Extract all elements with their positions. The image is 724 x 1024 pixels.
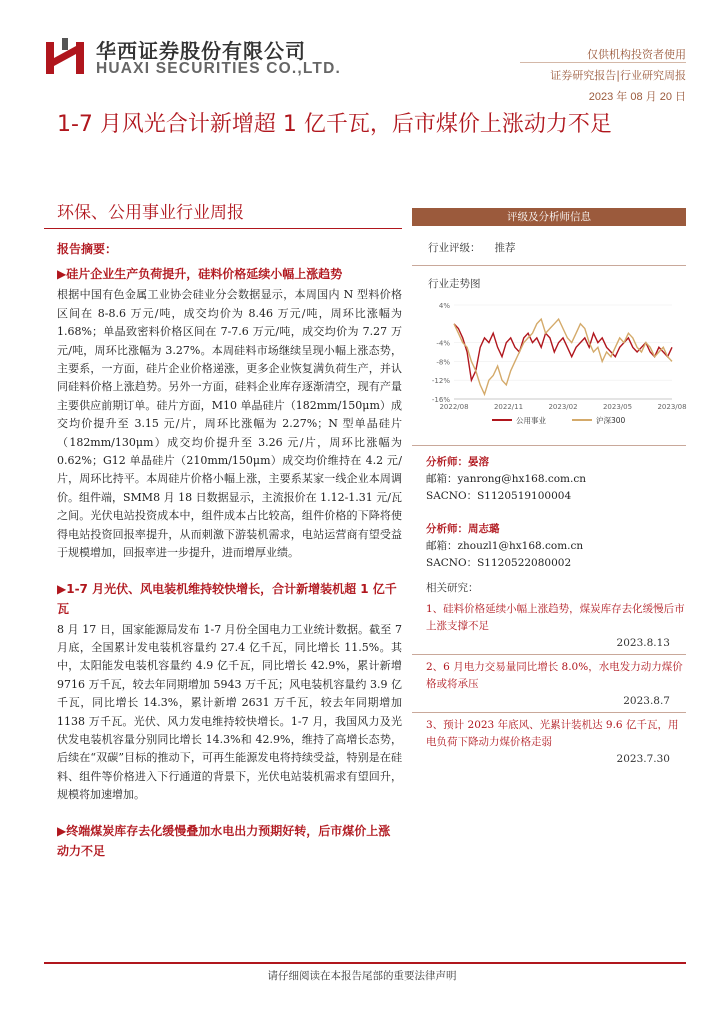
related-item-text[interactable]: 2、6 月电力交易量同比增长 8.0%，水电发力动力煤价格或将承压 (426, 661, 683, 690)
header-divider (520, 62, 686, 63)
related-item-text[interactable]: 1、硅料价格延续小幅上涨趋势，煤炭库存去化缓慢后市上涨支撑不足 (426, 603, 685, 632)
related-title: 相关研究： (426, 582, 479, 594)
x-tick-label: 2023/05 (602, 403, 633, 411)
company-logo-icon (44, 36, 86, 78)
y-tick-label: -12% (431, 377, 450, 386)
trend-label: 行业走势图 (428, 278, 481, 290)
report-subtitle: 环保、公用事业行业周报 (57, 203, 244, 223)
analyst-2 (426, 521, 686, 572)
report-title: 1-7 月风光合计新增超 1 亿千瓦，后市煤价上涨动力不足 (57, 112, 612, 137)
industry-rating (428, 240, 686, 255)
x-tick-label: 2023/08 (657, 403, 687, 411)
analyst-name: 分析师：周志璐 (426, 523, 500, 535)
company-name-cn: 华西证券股份有限公司 (96, 39, 306, 63)
related-divider (412, 654, 686, 655)
section-heading: ▶1-7 月光伏、风电装机维持较快增长，合计新增装机超 1 亿千瓦 (57, 581, 397, 616)
related-item-date: 2023.7.30 (616, 753, 670, 765)
company-name-en: HUAXI SECURITIES CO.,LTD. (96, 60, 342, 77)
use-note: 仅供机构投资者使用 (587, 48, 686, 61)
related-research (426, 580, 686, 768)
rating-value: 推荐 (494, 242, 516, 254)
series-line (454, 324, 672, 380)
series-line (454, 319, 672, 394)
related-item-date: 2023.8.13 (616, 637, 670, 649)
legend-label: 沪深300 (596, 416, 626, 425)
y-tick-label: -8% (436, 358, 450, 367)
report-type: 证券研究报告|行业研究周报 (550, 69, 686, 82)
x-tick-label: 2022/11 (493, 403, 524, 411)
y-tick-label: 4% (438, 302, 450, 310)
related-item-date: 2023.8.7 (623, 695, 670, 707)
related-divider (412, 712, 686, 713)
analyst-email[interactable]: yanrong@hx168.com.cn (457, 473, 586, 485)
panel-divider (412, 445, 686, 446)
industry-trend-chart (422, 297, 687, 437)
related-item[interactable] (426, 659, 686, 710)
legend-label: 公用事业 (516, 416, 546, 425)
summary-label: 报告摘要： (57, 242, 118, 256)
analyst-sacno: SACNO：S1120519100004 (426, 490, 572, 502)
email-label: 邮箱： (426, 540, 458, 552)
y-tick-label: -4% (436, 339, 450, 348)
rating-label: 行业评级： (428, 242, 481, 254)
analyst-name: 分析师：晏溶 (426, 456, 489, 468)
summary-column (57, 240, 402, 863)
section-body: 8 月 17 日，国家能源局发布 1-7 月份全国电力工业统计数据。截至 7 月底，全国累计发电装机容量约 27.4 亿千瓦，同比增长 11.5%。其中，太阳能发电装机容量约 4.9 亿千瓦，同比增长 42.9%，累计新增 9716 万千瓦，较去年同期增加 5943 万千瓦；风电装机容量约 3.9 亿千瓦，同比增长 14.3%，累计新增 2631 万千瓦，较去年同期增加 1138 万千瓦。光伏、风力发电维持较快增长。1-7 月，我国风力及光伏发电装机容量分别同比增长 14.3%和 42.9%，维持了高增长态势，后续在“双碳”目标的推动下，可再生能源发电将持续受益，特别是在硅料、组件等价格进入下行通道的背景下，光伏电站装机需求有望回升，规模将加速增加。 (57, 622, 402, 802)
section-heading: ▶终端煤炭库存去化缓慢叠加水电出力预期好转，后市煤价上涨动力不足 (57, 823, 391, 858)
footer-rule (44, 962, 686, 964)
related-item[interactable] (426, 601, 686, 652)
subtitle-rule (44, 228, 402, 229)
section-body: 根据中国有色金属工业协会硅业分会数据显示，本周国内 N 型料价格区间在 8-8.6 万元/吨，成交均价为 8.46 万元/吨，周环比涨幅为 1.68%；单晶致密料价格区间在 7-7.6 万元/吨，成交均价为 7.27 万元/吨，周环比涨幅为 3.27%。本周硅料市场继续呈现小幅上涨态势，主要系，一方面，硅片企业价格递涨，更多企业恢复满负荷生产，并认同硅料价格上涨趋势。另外一方面，硅料企业库存逐渐清空，现有产量主要供应前期订单。硅片方面，M10 单晶硅片（182mm/150μm）成交均价提升至 3.15 元/片，周环比涨幅为 2.27%；N 型单晶硅片（182mm/130μm）成交均价提升至 3.26 元/片，周环比涨幅为 0.62%；G12 单晶硅片（210mm/150μm）成交均价维持在 4.2 元/片，周环比持平。本周硅片价格小幅上涨，主要系某家一线企业本周调价。组件端，SMM8 月 18 日数据显示，主流报价在 1.12-1.31 元/瓦之间。光伏电站投资成本中，组件成本占比较高，组件价格的下降将使得电站投资回报率提升，从而刺激下游装机需求，电站运营商有望受益于规模增加，回报率进一步提升，进而增厚业绩。 (57, 288, 402, 560)
analyst-1 (426, 454, 686, 505)
related-item[interactable] (426, 717, 686, 768)
panel-divider (412, 265, 686, 266)
report-date: 2023 年 08 月 20 日 (588, 91, 686, 103)
footer-disclaimer[interactable]: 请仔细阅读在本报告尾部的重要法律声明 (267, 970, 457, 982)
x-tick-label: 2022/08 (439, 403, 469, 411)
panel-title: 评级及分析师信息 (412, 208, 686, 226)
email-label: 邮箱： (426, 473, 458, 485)
y-tick-label: -16% (431, 396, 450, 404)
x-tick-label: 2023/02 (548, 403, 578, 411)
analyst-panel (412, 208, 686, 768)
related-item-text[interactable]: 3、预计 2023 年底风、光累计装机达 9.6 亿千瓦，用电负荷下降动力煤价格走弱 (426, 719, 679, 748)
analyst-sacno: SACNO：S1120522080002 (426, 557, 572, 569)
analyst-email[interactable]: zhouzl1@hx168.com.cn (457, 540, 584, 552)
section-heading: ▶硅片企业生产负荷提升，硅料价格延续小幅上涨趋势 (57, 267, 343, 282)
